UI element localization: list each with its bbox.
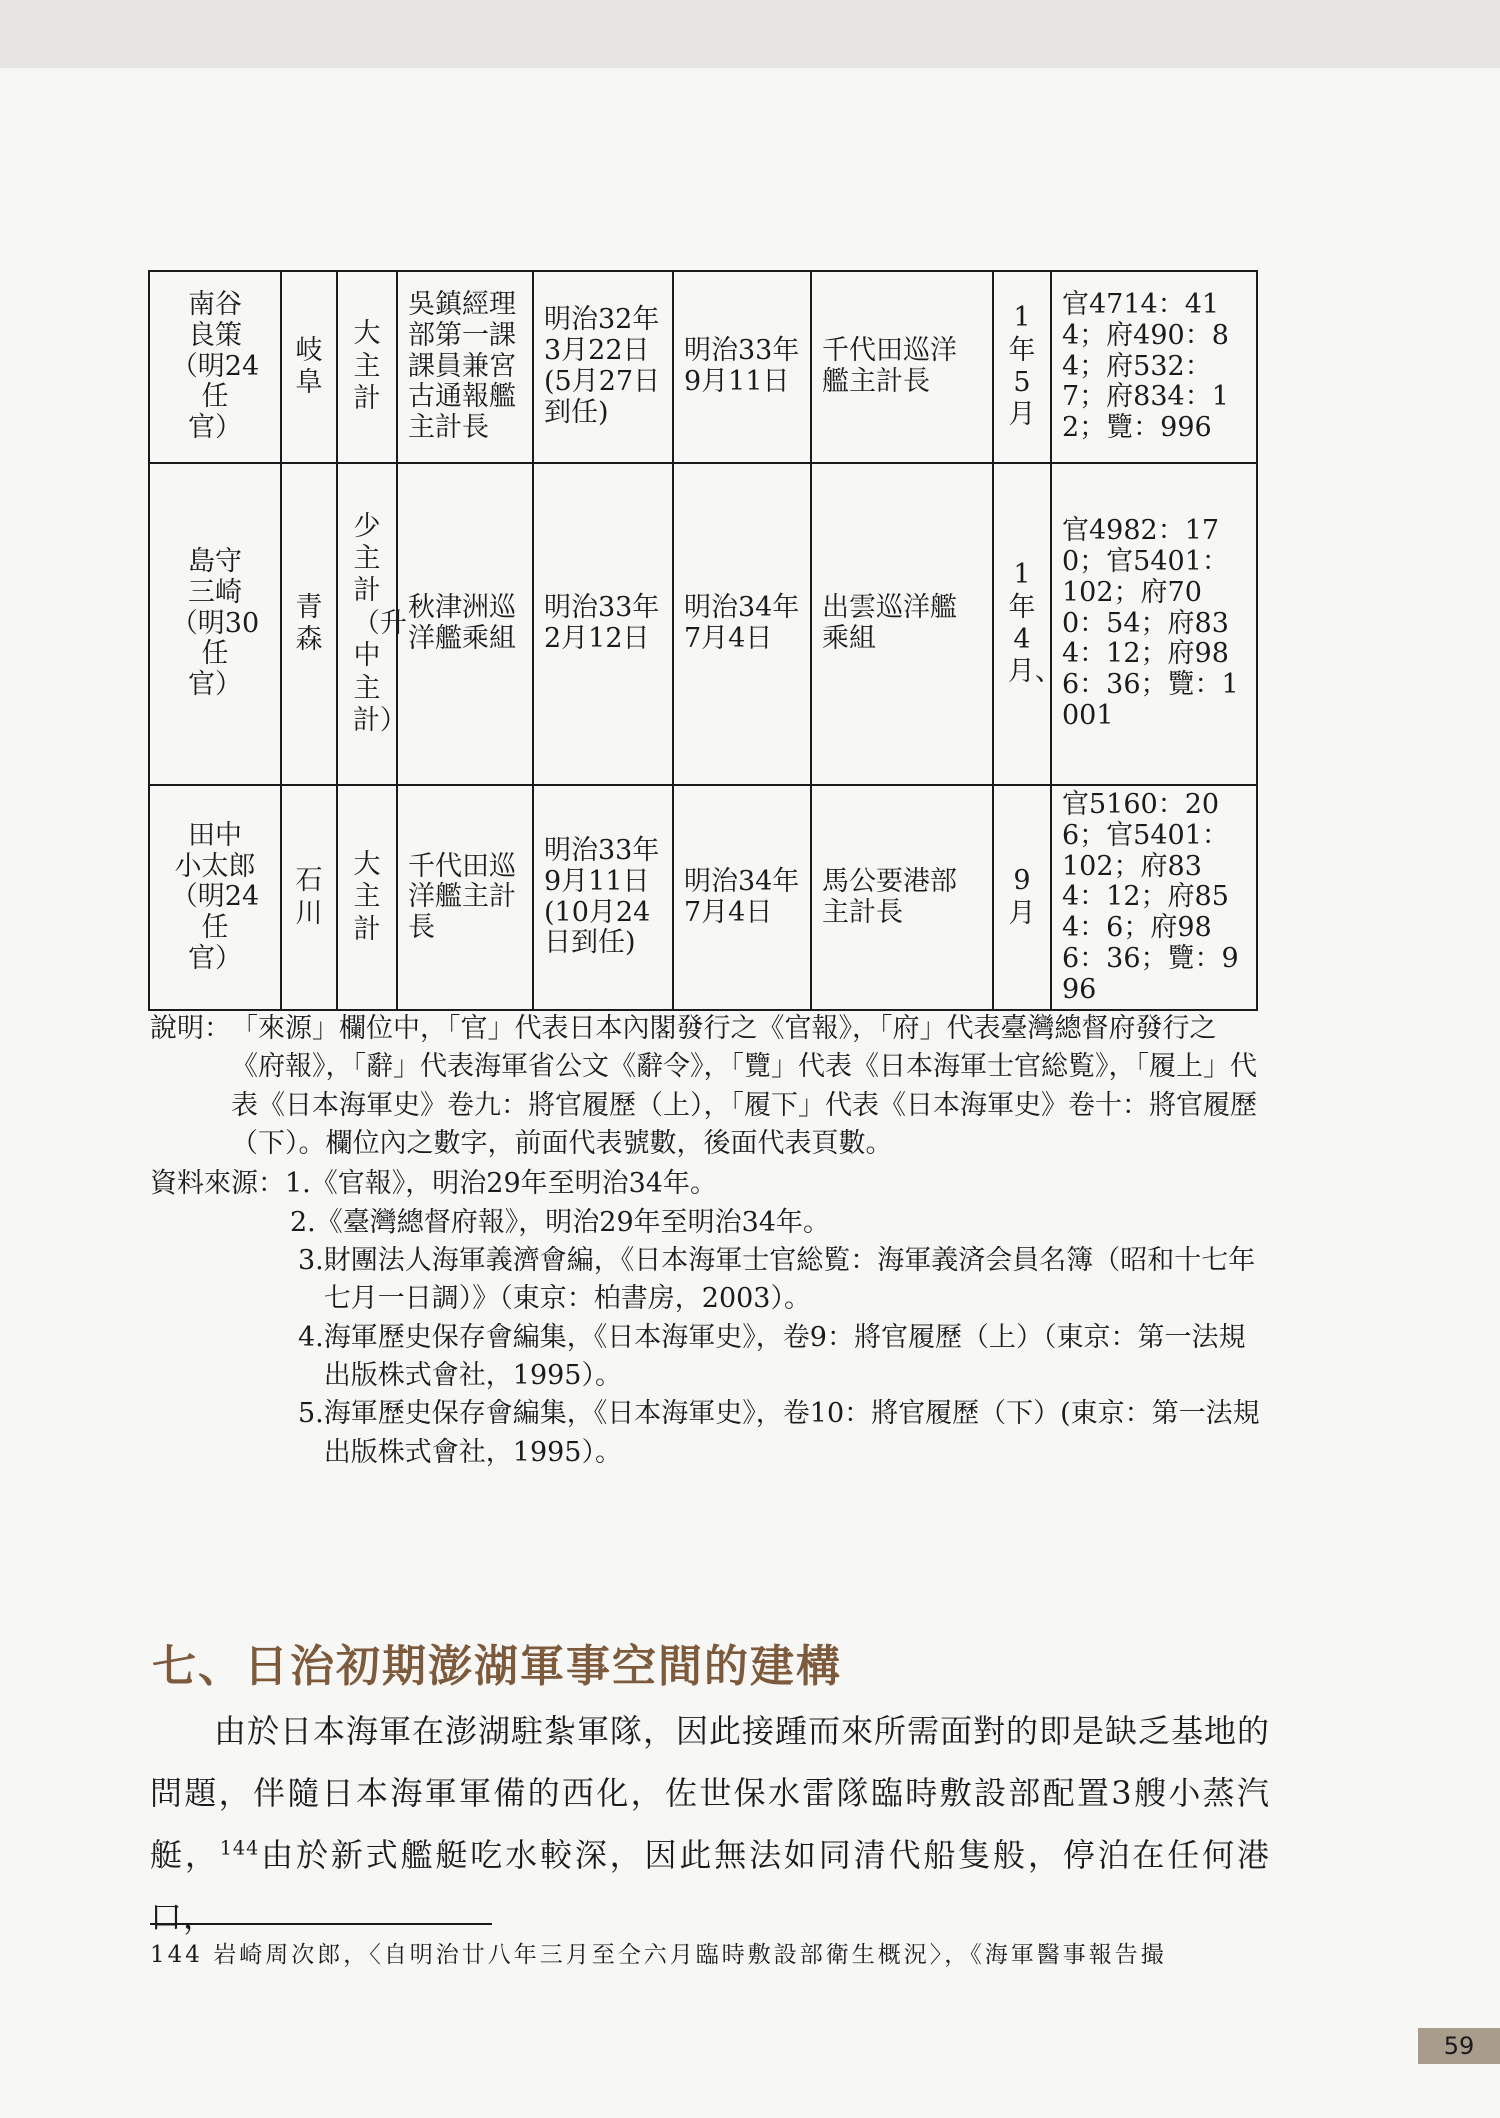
source-text: 海軍歷史保存會編集，《日本海軍史》，卷10：將官履歷（下）(東京：第一法規出版株式會社，1995）。 — [323, 1398, 1260, 1468]
body-paragraph — [150, 1700, 1270, 1948]
source-text: 海軍歷史保存會編集，《日本海軍史》，卷9：將官履歷（上）（東京：第一法規出版株式會社，1995）。 — [323, 1321, 1246, 1391]
table-row — [149, 463, 1257, 785]
sources-label: 資料來源： — [150, 1168, 285, 1200]
source-item — [150, 1165, 1270, 1203]
source-cell: 官4982：170；官5401：102；府700：54；府834：12；府986：36；覽：1001 — [1051, 463, 1257, 785]
next-post-cell: 馬公要港部主計長 — [811, 785, 993, 1010]
source-number: 5. — [298, 1398, 324, 1430]
origin-cell: 石川 — [281, 785, 337, 1010]
sources-list — [150, 1165, 1270, 1472]
tenure-cell: 9月 — [993, 785, 1051, 1010]
source-item — [150, 1395, 1270, 1472]
source-cell: 官5160：206；官5401：102；府834：12；府854：6；府986：36；覽：996 — [1051, 785, 1257, 1010]
source-number: 4. — [298, 1321, 324, 1353]
source-number: 2. — [290, 1206, 316, 1238]
previous-post-cell: 秋津洲巡洋艦乘組 — [397, 463, 533, 785]
source-number: 1. — [285, 1168, 311, 1200]
explanation-label: 說明： — [150, 1013, 231, 1044]
source-item — [150, 1319, 1270, 1396]
table-row — [149, 271, 1257, 463]
footnote-reference[interactable]: 144 — [219, 1836, 260, 1860]
next-post-cell: 出雲巡洋艦乘組 — [811, 463, 993, 785]
origin-cell: 岐阜 — [281, 271, 337, 463]
table-row — [149, 785, 1257, 1010]
explanation-text: 「來源」欄位中，「官」代表日本內閣發行之《官報》，「府」代表臺灣總督府發行之《府報》，「辭」代表海軍省公文《辭令》，「覽」代表《日本海軍士官総覧》，「履上」代表《日本海軍史》卷九：將官履歷（上），「履下」代表《日本海軍史》卷十：將官履歷（下）。欄位內之數字，前面代表號數，後面代表頁數。 — [231, 1013, 1257, 1159]
sources-note — [150, 1165, 1270, 1472]
start-date-cell: 明治32年 3月22日 (5月27日 到任) — [533, 271, 673, 463]
officer-name-cell: 南谷 良策 （明24任 官） — [149, 271, 281, 463]
source-text: 財團法人海軍義濟會編，《日本海軍士官総覧：海軍義済会員名簿（昭和十七年七月一日調）》（東京：柏書房，2003）。 — [323, 1244, 1256, 1315]
source-item — [150, 1242, 1270, 1319]
source-number: 3. — [298, 1244, 324, 1276]
explanation-note — [150, 1010, 1270, 1163]
rank-cell: 大主計 — [337, 785, 397, 1010]
section-heading: 七、日治初期澎湖軍事空間的建構 — [152, 1641, 842, 1692]
scan-top-band — [0, 0, 1500, 68]
body-text-part: 由於新式艦艇吃水較深，因此無法如同清代船隻般，停泊在任何港口， — [150, 1836, 1270, 1936]
source-text: 《官報》，明治29年至明治34年。 — [310, 1168, 717, 1200]
previous-post-cell: 吳鎮經理部第一課課員兼宮古通報艦主計長 — [397, 271, 533, 463]
officer-name-cell: 田中 小太郎 （明24任 官） — [149, 785, 281, 1010]
start-date-cell: 明治33年 9月11日 (10月24 日到任) — [533, 785, 673, 1010]
officer-roster-table — [148, 270, 1258, 1011]
page-number: 59 — [1418, 2028, 1500, 2064]
tenure-cell: 1年5月 — [993, 271, 1051, 463]
source-cell: 官4714：414；府490：84；府532：7；府834：12；覽：996 — [1051, 271, 1257, 463]
rank-cell: 大主計 — [337, 271, 397, 463]
rank-cell: 少主計（升中主計） — [337, 463, 397, 785]
previous-post-cell: 千代田巡洋艦主計長 — [397, 785, 533, 1010]
tenure-cell: 1年4月、 — [993, 463, 1051, 785]
source-text: 《臺灣總督府報》，明治29年至明治34年。 — [315, 1206, 830, 1238]
officer-name-cell: 島守 三崎 （明30任 官） — [149, 463, 281, 785]
table-notes — [150, 1010, 1270, 1472]
footnote: 144 岩崎周次郎，〈自明治廿八年三月至仝六月臨時敷設部衛生概況〉，《海軍醫事報告撮 — [150, 1942, 1167, 1968]
end-date-cell: 明治34年 7月4日 — [673, 785, 811, 1010]
body-text-part: 由於日本海軍在澎湖駐紮軍隊，因此接踵而來所需面對的即是缺乏基地的問題，伴隨日本海軍軍備的西化，佐世保水雷隊臨時敷設部配置3艘小蒸汽艇， — [150, 1712, 1271, 1874]
footnote-divider — [150, 1923, 492, 1925]
origin-cell: 青森 — [281, 463, 337, 785]
end-date-cell: 明治34年 7月4日 — [673, 463, 811, 785]
next-post-cell: 千代田巡洋艦主計長 — [811, 271, 993, 463]
end-date-cell: 明治33年 9月11日 — [673, 271, 811, 463]
source-item — [150, 1204, 1270, 1242]
start-date-cell: 明治33年 2月12日 — [533, 463, 673, 785]
